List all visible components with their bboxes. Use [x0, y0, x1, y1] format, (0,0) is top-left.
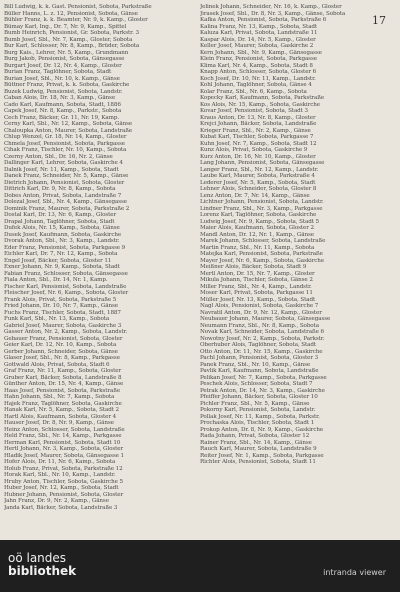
directory-entry: Kafka Anton, Pensionist, Sobota, Parkstraße 6: [200, 17, 327, 23]
directory-entry: Petrak Anton, Dr. 14, Nr. 3, Kamp., Gaskirche: [200, 387, 325, 394]
directory-entry: Peschek Alois, Schlosser, Sobota, Stadt 7: [200, 381, 313, 387]
directory-entry: Neubauer Johann, Maurer, Sobota, Gänsegasse: [200, 316, 331, 322]
directory-entry: Hanak Karl, Nr. 5, Kamp., Sobota, Stadt 2: [4, 407, 119, 413]
directory-entry: Kern Johann, Sbl., Nr. 9, Kamp., Gänsegasse: [200, 49, 322, 56]
directory-entry: Dusek Josef, Kaufmann, Sobota, Gaskirche: [4, 231, 122, 238]
directory-entry: Jahn Franz, Dr. 9, Nr. 2, Kamp., Gänse: [4, 498, 109, 504]
directory-entry: Hahn Johann, Sbl., Nr. 7, Kamp., Sobota: [4, 394, 115, 400]
directory-entry: Heinz Anton, Schlosser, Sobota, Landstraße: [4, 426, 125, 433]
directory-entry: Krieger Franz, Sbl., Nr. 2, Kamp., Gänse: [200, 127, 311, 134]
directory-entry: Langer Franz, Sbl., Nr. 12, Kamp., Landstr.: [200, 166, 319, 173]
directory-entry: Kopecky Karl, Kaufmann, Sobota, Parkstraße: [200, 95, 325, 101]
directory-entry: Jirasek Josef, Sbl., Dr. 8, Nr. 3, Kamp., Gänse, Sobota: [200, 10, 346, 17]
viewer-label: intranda viewer: [323, 568, 386, 577]
directory-entry: Lorenz Karl, Taglöhner, Sobota, Gaskirche: [200, 212, 317, 218]
directory-entry: Dalnik Josef, Nr. 11, Kamp., Sobota, Stadt: [4, 166, 119, 173]
directory-entry: Maier Alois, Kaufmann, Sobota, Gloster 2: [200, 225, 314, 231]
directory-entry: Fiala Anton, Sbl., Dr. 14, Nr. 1, Kamp.: [4, 277, 108, 283]
page-number: 17: [372, 14, 386, 27]
directory-entry: Pavlik Karl, Kaufmann, Sobota, Landstraße: [200, 368, 319, 374]
directory-entry: Dostal Karl, Dr. 13, Nr. 6, Kamp., Gloster: [4, 212, 117, 218]
directory-entry: Chlup Wenzel, Gr. 18, Nr. 14, Kamp., Gloster: [4, 134, 127, 140]
directory-entry: Czerny Anton, Sbl., Dr. 16, Nr. 2, Gänse: [4, 153, 113, 160]
directory-entry: Fried Johann, Dr. 10, Nr. 7, Kamp., Gänse: [4, 303, 118, 309]
directory-entry: Frank Alois, Privat, Sobota, Parkstraße 5: [4, 296, 117, 303]
directory-entry: Gasser Anton, Nr. 2, Kamp., Sobota, Landstr.: [4, 329, 128, 335]
directory-entry: Bümay Karl, Ing., Dr. 7, Nr. 9, Kamp., Spittel: [4, 23, 127, 30]
directory-entry: Graf Franz, Nr. 11, Kamp., Sobota, Gloster: [4, 368, 122, 374]
directory-entry: Caban Alois, Dr. 18, Nr. 3, Kamp., Gänse: [4, 95, 116, 101]
directory-entry: Pelikan Josef, Nr. 7, Kamp., Sobota, Parkgasse: [200, 374, 327, 381]
directory-entry: Meißner Alois, Bäcker, Sobota, Stadt 9: [200, 264, 307, 270]
directory-entry: Kohl Johann, Taglöhner, Sobota, Gänse 4: [200, 82, 312, 88]
logo-line-2: bibliothek: [8, 564, 77, 578]
directory-entry: Mikula Johann, Tischler, Sobota, Gänse 2: [200, 277, 313, 283]
directory-entry: Moser Karl, Privat, Sobota, Parkgasse 11: [200, 290, 313, 296]
directory-entry: Cado Karl, Kaufmann, Sobota, Stadt, 1886: [4, 101, 121, 108]
directory-entry: Hauser Josef, Dr. 8, Nr. 9, Kamp., Gänse: [4, 420, 114, 426]
directory-entry: Hartl Alois, Kaufmann, Sobota, Gloster 4: [4, 413, 117, 420]
directory-entry: Burg Jakob, Pensionist, Sobota, Gänsegasse: [4, 56, 125, 62]
directory-entry: Dvorak Anton, Sbl., Nr. 3, Kamp., Landstr.: [4, 238, 120, 244]
directory-entry: Hladik Josef, Maurer, Sobota, Gänsegasse 1: [4, 452, 125, 459]
directory-entry: Dittrich Karl, Dr. 9, Nr. 8, Kamp., Sobota: [4, 186, 116, 192]
directory-entry: Reiter Josef, Nr. 1, Kamp., Sobota, Parkgasse: [200, 452, 324, 459]
directory-entry: Marek Johann, Schlosser, Sobota, Landstraße: [200, 238, 326, 244]
directory-entry: Dolezal Josef, Sbl., Nr. 4, Kamp., Gänsegasse: [4, 199, 127, 205]
directory-entry: Lehner Alois, Schneider, Sobota, Gloster 8: [200, 186, 317, 192]
right-column: [200, 0, 390, 540]
directory-entry: Günther Anton, Dr. 15, Nr. 4, Kamp., Gänse: [4, 381, 124, 387]
directory-entry: Oberhuber Alois, Taglöhner, Sobota, Stadt: [200, 342, 317, 348]
directory-entry: Pfeiffer Johann, Bäcker, Sobota, Gloster 10: [200, 394, 318, 400]
directory-entry: Hruby Anton, Tischler, Sobota, Gaskirche 5: [4, 478, 123, 485]
directory-entry: Gruber Karl, Bäcker, Sobota, Landstraße 8: [4, 374, 122, 381]
directory-entry: Klein Franz, Pensionist, Sobota, Parkgasse: [200, 56, 317, 62]
directory-entry: Büttner Franz, Privat, k. k. Sobota, Gaskirche: [4, 82, 130, 88]
directory-entry: Kaspar Alois, Dr. 14, Nr. 5, Kamp., Gloster: [200, 36, 316, 43]
directory-entry: Keller Josef, Maurer, Sobota, Gaskirche 2: [200, 43, 314, 49]
directory-entry: Gabriel Josef, Maurer, Sobota, Gaskirche 3: [4, 322, 122, 329]
directory-entry: Kubat Karl, Tischler, Sobota, Parkgasse 7: [200, 134, 314, 140]
directory-entry: Kos Alois, Nr. 15, Kamp., Sobota, Gaskirche: [200, 101, 320, 108]
directory-entry: Pachl Johann, Pensionist, Sobota, Gloster 3: [200, 355, 319, 361]
directory-entry: Herman Karl, Pensionist, Sobota, Stadt 10: [4, 439, 121, 446]
directory-entry: Mandl Anton, Dr. 12, Nr. 1, Kamp., Gänse: [200, 231, 314, 238]
directory-entry: Nagl Alois, Pensionist, Sobota, Gaskirche 7: [200, 303, 319, 309]
directory-entry: Bumb Josef, Sbl., Nr. 7, Kamp., Gloster, Sobota: [4, 36, 133, 43]
directory-entry: Janda Karl, Bäcker, Sobota, Landstraße 3: [4, 504, 118, 511]
directory-entry: Hofer Alois, Dr. 11, Nr. 6, Kamp., Sobota: [4, 459, 116, 465]
directory-entry: Kovar Josef, Pensionist, Sobota, Stadt 3: [200, 108, 308, 114]
directory-entry: Dominik Franz, Maurer, Sobota, Parkstraße 2: [4, 205, 130, 212]
directory-entry: Drapal Johann, Taglöhner, Sobota, Stadt: [4, 218, 115, 225]
directory-entry: Dobes Anton, Privat, Sobota, Landstraße 7: [4, 192, 122, 199]
directory-entry: Gottwald Alois, Privat, Sobota, Stadt 6: [4, 361, 110, 368]
directory-entry: Hertl Johann, Nr. 3, Kamp., Sobota, Gloster: [4, 446, 124, 452]
directory-entry: Prokop Anton, Dr. 8, Nr. 9, Kamp., Gaskirche: [200, 426, 324, 433]
directory-entry: Dietrich Johann, Pensionist, Sobota, Gloster: [4, 179, 125, 186]
directory-entry: Koch Josef, Dr. 10, Nr. 11, Kamp., Landstr.: [200, 75, 316, 82]
directory-entry: Klima Karl, Nr. 4, Kamp., Sobota, Stadt 8: [200, 62, 313, 69]
directory-entry: Lindner Franz, Sbl., Nr. 3, Kamp., Parkgasse: [200, 205, 323, 212]
directory-entry: Müller Josef, Nr. 13, Kamp., Sobota, Stadt: [200, 296, 316, 303]
directory-entry: Burgart Josef, Dr. 12, Nr. 4, Kamp., Gloster: [4, 62, 122, 69]
directory-entry: Cerny Karl, Sbl., Nr. 12, Kamp., Sobota, Gänse: [4, 121, 133, 127]
directory-entry: Held Franz, Sbl., Nr. 14, Kamp., Parkgasse: [4, 433, 122, 439]
directory-entry: Otto Anton, Dr. 11, Nr. 15, Kamp., Gaskirche: [200, 348, 323, 355]
directory-entry: Burg Kais., Lehrer, Nr. 5, Kamp., Grundmann: [4, 49, 129, 56]
logo-line-1: oö landes: [8, 551, 67, 565]
directory-entry: Bill Ludwig, k. k. Gast. Pensionist, Sobota, Parkstraße: [4, 4, 152, 10]
directory-entry: Dallinger Karl, Lehrer, Sobota, Gaskirche 4: [4, 160, 123, 166]
directory-entry: Geier Karl, Dr. 12, Nr. 10, Kamp., Sobota: [4, 342, 117, 348]
directory-entry: Cech Franz, Bäcker, Gr. 11, Nr. 19, Kamp.: [4, 114, 120, 121]
directory-entry: Kuhn Josef, Nr. 7, Kamp., Sobota, Stadt 12: [200, 140, 317, 147]
directory-entry: Engel Josef, Bäcker, Sobota, Gloster 11: [4, 257, 112, 264]
directory-entry: Bur Karl, Schlosser, Nr. 8, Kamp., Brüder, Sobota: [4, 43, 140, 49]
directory-entry: Fabian Franz, Schlosser, Sobota, Gänsegasse: [4, 270, 128, 277]
directory-entry: Neumann Franz, Sbl., Nr. 8, Kamp., Sobota: [200, 322, 319, 329]
directory-entry: Novak Karl, Schneider, Sobota, Landstraße 6: [200, 329, 324, 335]
directory-entry: Fuchs Franz, Tischler, Sobota, Stadt, 1887: [4, 309, 121, 316]
directory-entry: Burian Josef, Sbl., Nr. 10, k. Kamp., Gänse: [4, 75, 120, 82]
directory-entry: Panek Franz, Sbl., Nr. 10, Kamp., Gänse: [200, 361, 311, 368]
directory-entry: Kunz Alois, Privat, Sobota, Gaskirche 9: [200, 147, 308, 153]
left-column: [4, 0, 190, 540]
directory-entry: Capek Josef, Nr. 8, Kamp., Parkstr., Sobota: [4, 108, 122, 114]
directory-entry: Laube Karl, Maurer, Sobota, Parkstraße 4: [200, 173, 315, 179]
directory-entry: Pollak Josef, Nr. 11, Kamp., Sobota, Parkstr.: [200, 413, 320, 420]
directory-entry: Haas Josef, Pensionist, Sobota, Parkstraße: [4, 387, 121, 394]
directory-entry: Navratil Anton, Dr. 9, Nr. 12, Kamp., Gloster: [200, 309, 322, 316]
directory-entry: Danek Franz, Schneider, Nr. 5, Kamp., Gänse: [4, 173, 129, 179]
directory-entry: Huber Josef, Nr. 12, Kamp., Sobota, Stadt: [4, 485, 119, 491]
directory-entry: Chmela Josef, Pensionist, Sobota, Parkgasse: [4, 140, 126, 147]
directory-entry: Rada Johann, Privat, Sobota, Gloster 12: [200, 433, 310, 439]
directory-entry: Pokorny Karl, Pensionist, Sobota, Landstr.: [200, 407, 316, 413]
directory-entry: Kaluza Karl, Privat, Sobota, Landstraße 11: [200, 30, 318, 36]
directory-entry: Lederer Josef, Nr. 5, Kamp., Sobota, Stadt: [200, 179, 316, 186]
directory-entry: Hajek Franz, Taglöhner, Sobota, Gaskirche: [4, 400, 122, 407]
directory-entry: Eichler Karl, Dr. 7, Nr. 12, Kamp., Sobota: [4, 251, 118, 257]
directory-entry: Fischer Karl, Pensionist, Sobota, Landstraße: [4, 283, 127, 290]
directory-entry: Lang Johann, Pensionist, Sobota, Gänsegasse: [200, 160, 325, 166]
directory-entry: Büller Hanns, L. z. 12, Pensionist, Sobota, Gänse: [4, 10, 138, 17]
directory-entry: Funk Karl, Sbl., Nr. 13, Kamp., Sobota: [4, 316, 110, 322]
directory-entry: Krejci Johann, Bäcker, Sobota, Landstraße: [200, 121, 317, 127]
directory-entry: Knapp Anton, Schlosser, Sobota, Gloster 6: [200, 69, 317, 75]
directory-entry: Kurz Anton, Dr. 16, Nr. 10, Kamp., Gloster: [200, 153, 316, 160]
library-logo[interactable]: [8, 548, 118, 586]
directory-entry: Eder Franz, Pensionist, Sobota, Parkgasse 9: [4, 244, 126, 251]
directory-entry: Richter Alois, Pensionist, Sobota, Stadt 11: [200, 459, 316, 465]
directory-entry: Burian Franz, Taglöhner, Sobota, Stadt: [4, 69, 112, 75]
directory-entry: Kalina Franz, Nr. 13, Kamp., Sobota, Stadt: [200, 23, 318, 30]
directory-entry: Gerber Johann, Schneider, Sobota, Gänse: [4, 348, 118, 355]
directory-entry: Rainer Franz, Sbl., Nr. 14, Kamp., Gänse: [200, 439, 312, 446]
directory-entry: Mertl Anton, Dr. 15, Nr. 7, Kamp., Gloster: [200, 270, 315, 277]
directory-entry: Gebauer Franz, Pensionist, Sobota, Gloster: [4, 335, 123, 342]
directory-entry: Ludwig Josef, Nr. 9, Kamp., Sobota, Stadt 5: [200, 218, 319, 225]
directory-entry: Bühler Franz, k. k. Beamter, Nr. 9, k. Kamp., Gloster: [4, 17, 148, 23]
directory-entry: Pichler Franz, Sbl., Nr. 5, Kamp., Gänse: [200, 400, 310, 407]
directory-entry: Hubner Johann, Pensionist, Sobota, Gloster: [4, 491, 124, 498]
directory-entry: Rauch Karl, Maurer, Sobota, Landstraße 9: [200, 446, 317, 452]
directory-entry: Glaser Josef, Sbl., Nr. 8, Kamp., Parkgasse: [4, 355, 120, 361]
directory-entry: Kolar Franz, Sbl., Nr. 6, Kamp., Sobota: [200, 88, 307, 95]
directory-entry: Martin Franz, Sbl., Nr. 11, Kamp., Sobota: [200, 244, 315, 251]
directory-entry: Miller Franz, Sbl., Nr. 4, Kamp., Landstr.: [200, 283, 312, 290]
directory-entry: Kraus Anton, Dr. 13, Nr. 8, Kamp., Gloster: [200, 114, 316, 121]
directory-entry: Prochaska Alois, Tischler, Sobota, Stadt 1: [200, 420, 315, 426]
directory-entry: Nowotny Josef, Nr. 2, Kamp., Sobota, Parkstr.: [200, 335, 325, 342]
directory-entry: Horak Karl, Sbl., Nr. 10, Kamp., Landstr.: [4, 472, 116, 478]
directory-entry: Bumb Heinrich, Pensionist, Gr. Sobota, Parkstr. 3: [4, 30, 139, 36]
directory-entry: Mayer Josef, Nr. 6, Kamp., Sobota, Gaskirche: [200, 257, 325, 264]
directory-entry: Jelinek Johann, Schneider, Nr. 16, k. Kamp., Gloster: [200, 4, 342, 10]
directory-entry: Exner Johann, Nr. 9, Kamp., Sobota, Stadt: [4, 264, 120, 270]
directory-entry: Lenz Anton, Dr. 7, Nr. 14, Kamp., Gänse: [200, 192, 310, 199]
directory-entry: Holub Franz, Privat, Sobota, Parkstraße 12: [4, 465, 123, 472]
directory-entry: Lichtner Johann, Pensionist, Sobota, Landstr.: [200, 199, 324, 205]
directory-entry: Dufek Alois, Nr. 15, Kamp., Sobota, Gänse: [4, 225, 120, 231]
directory-entry: Chaloupka Anton, Maurer, Sobota, Landstraße: [4, 127, 133, 134]
directory-entry: Matejka Karl, Pensionist, Sobota, Parkstraße: [200, 251, 323, 257]
directory-entry: Fleischer Josef, Nr. 6, Kamp., Sobota, Gloster: [4, 290, 129, 296]
directory-entry: Buzek Ludwig, Pensionist, Sobota, Landstr.: [4, 88, 123, 95]
directory-entry: Cihak Franz, Tischler, Nr. 10, Kamp., Sobota: [4, 147, 127, 153]
